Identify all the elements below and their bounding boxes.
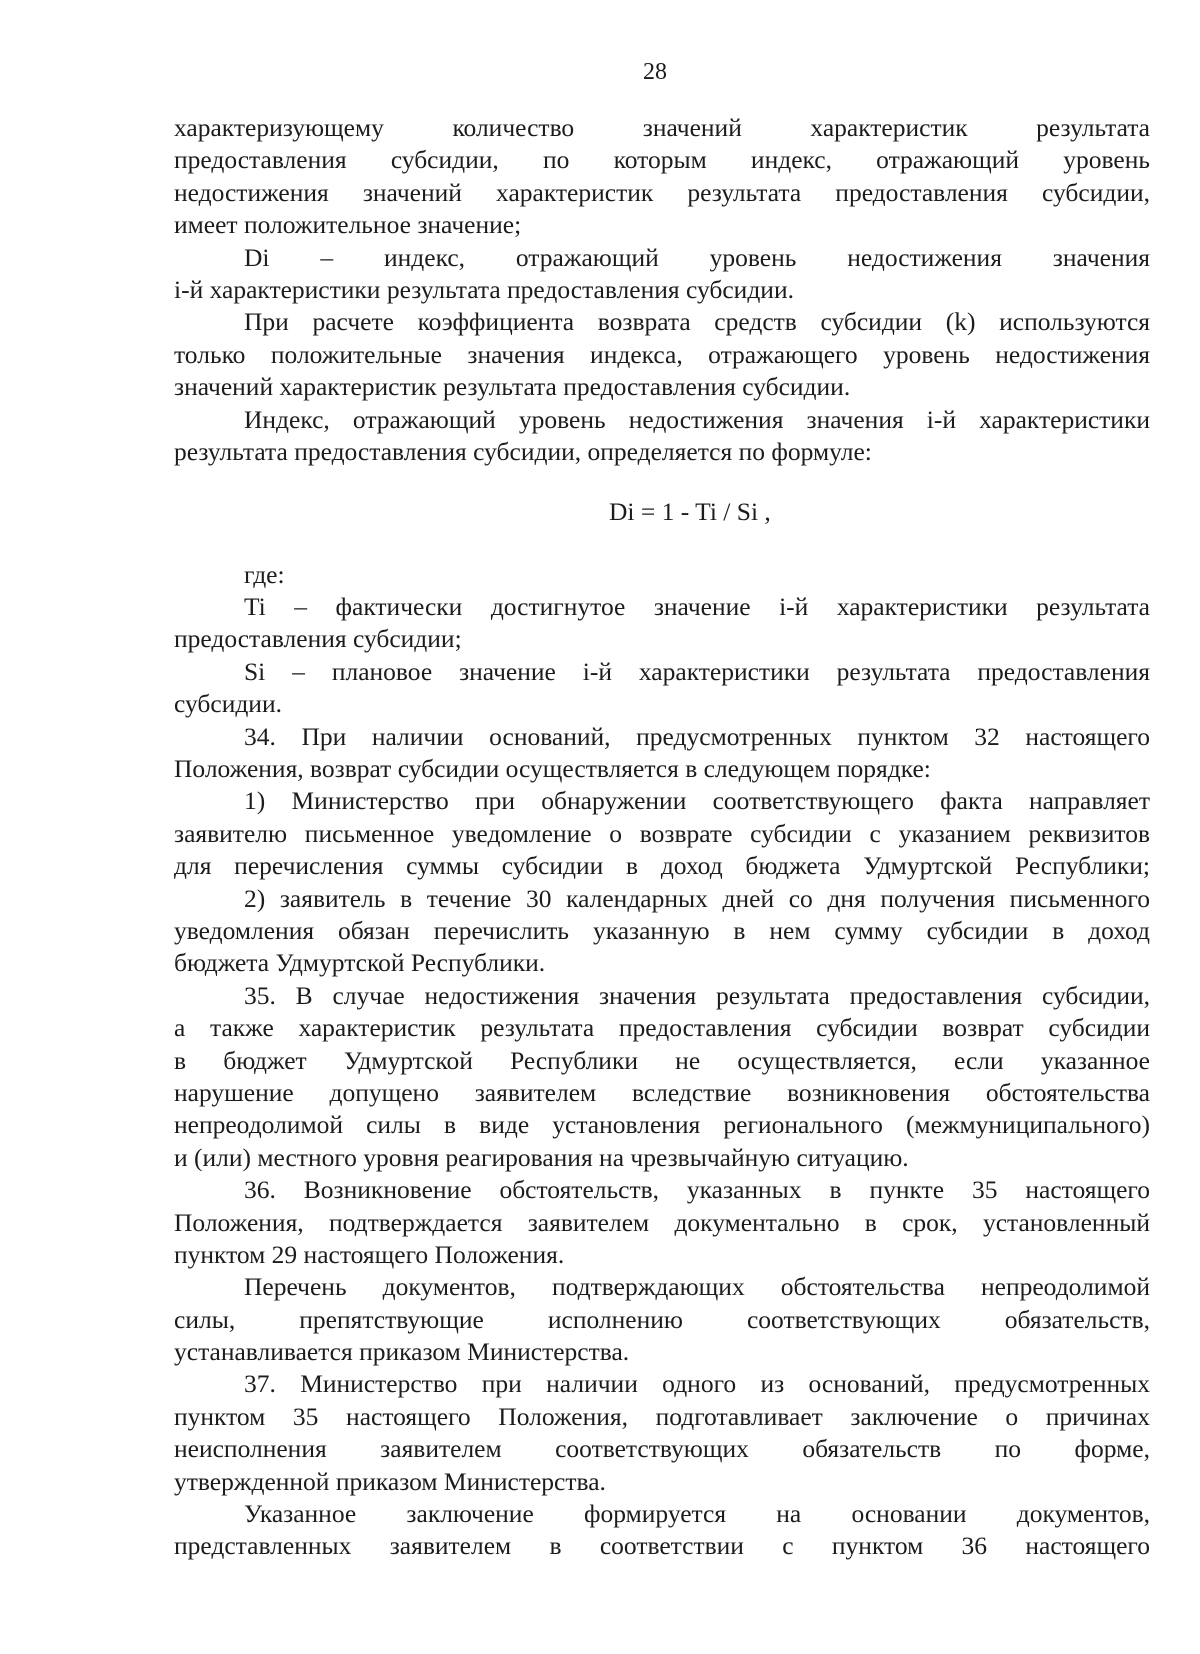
text-line: имеет положительное значение; (174, 210, 522, 240)
formula: Di = 1 - Ti / Si , (609, 497, 771, 527)
page-number: 28 (643, 59, 667, 85)
text-line: 36. Возникновение обстоятельств, указанных в пункте 35 настоящего (244, 1175, 1150, 1205)
text-line: где: (244, 559, 285, 589)
text-line: уведомления обязан перечислить указанную в нем сумму субсидии в доход (174, 915, 1150, 945)
text-line: в бюджет Удмуртской Республики не осуществляется, если указанное (174, 1045, 1150, 1075)
text-line: нарушение допущено заявителем вследствие возникновения обстоятельства (174, 1077, 1150, 1107)
text-line: 34. При наличии оснований, предусмотренных пунктом 32 настоящего (244, 721, 1150, 751)
text-line: для перечисления суммы субсидии в доход бюджета Удмуртской Республики; (174, 851, 1150, 881)
text-line: а также характеристик результата предоставления субсидии возврат субсидии (174, 1013, 1150, 1043)
text-line: Si – плановое значение i-й характеристики результата предоставления (244, 656, 1150, 686)
text-line: Положения, подтверждается заявителем документально в срок, установленный (174, 1207, 1150, 1237)
text-line: непреодолимой силы в виде установления регионального (межмуниципального) (174, 1110, 1150, 1140)
text-line: недостижения значений характеристик результата предоставления субсидии, (174, 177, 1150, 207)
text-line: результата предоставления субсидии, определяется по формуле: (174, 436, 872, 466)
text-line: предоставления субсидии, по которым индекс, отражающий уровень (174, 145, 1150, 175)
text-line: значений характеристик результата предоставления субсидии. (174, 372, 851, 402)
text-line: неисполнения заявителем соответствующих обязательств по форме, (174, 1434, 1150, 1464)
text-line: Указанное заключение формируется на основании документов, (244, 1499, 1150, 1529)
text-line: пунктом 29 настоящего Положения. (174, 1239, 565, 1269)
text-line: устанавливается приказом Министерства. (174, 1337, 630, 1367)
text-line: предоставления субсидии; (174, 624, 462, 654)
text-line: Ti – фактически достигнутое значение i-й характеристики результата (244, 592, 1150, 622)
text-line: только положительные значения индекса, отражающего уровень недостижения (174, 339, 1150, 369)
text-line: заявителю письменное уведомление о возврате субсидии с указанием реквизитов (174, 818, 1150, 848)
text-line: бюджета Удмуртской Республики. (174, 948, 546, 978)
text-line: 35. В случае недостижения значения результата предоставления субсидии, (244, 980, 1150, 1010)
text-line: представленных заявителем в соответствии с пунктом 36 настоящего (174, 1531, 1150, 1561)
text-line: 37. Министерство при наличии одного из оснований, предусмотренных (244, 1369, 1150, 1399)
text-line: силы, препятствующие исполнению соответствующих обязательств, (174, 1304, 1150, 1334)
text-line: пунктом 35 настоящего Положения, подготавливает заключение о причинах (174, 1401, 1150, 1431)
text-line: i-й характеристики результата предоставления субсидии. (174, 274, 794, 304)
document-body (174, 112, 1150, 1563)
text-line: и (или) местного уровня реагирования на чрезвычайную ситуацию. (174, 1142, 909, 1172)
text-line: Di – индекс, отражающий уровень недостижения значения (244, 242, 1150, 272)
text-line: субсидии. (174, 689, 282, 719)
text-line: 2) заявитель в течение 30 календарных дней со дня получения письменного (244, 883, 1150, 913)
text-line: утвержденной приказом Министерства. (174, 1466, 606, 1496)
text-line: 1) Министерство при обнаружении соответствующего факта направляет (244, 786, 1150, 816)
text-line: Перечень документов, подтверждающих обстоятельства непреодолимой (244, 1272, 1150, 1302)
text-line: При расчете коэффициента возврата средств субсидии (k) используются (244, 307, 1150, 337)
text-line: характеризующему количество значений характеристик результата (174, 113, 1150, 142)
text-line: Индекс, отражающий уровень недостижения значения i-й характеристики (244, 404, 1150, 434)
text-line: Положения, возврат субсидии осуществляется в следующем порядке: (174, 754, 931, 784)
